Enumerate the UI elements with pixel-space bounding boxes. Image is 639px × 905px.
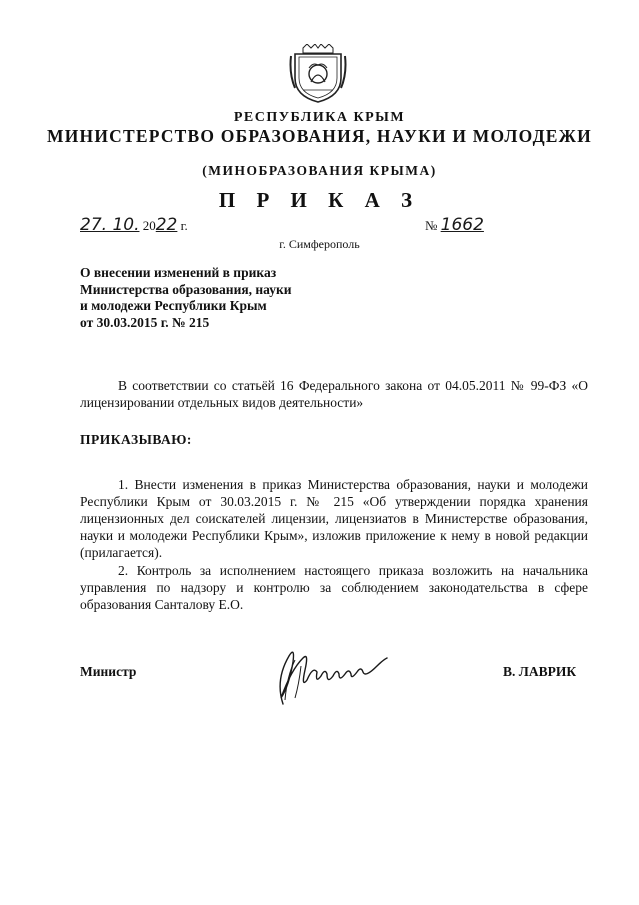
- order-city: г. Симферополь: [279, 237, 360, 251]
- order-date-suffix: г.: [180, 218, 188, 233]
- ministry-short-name: (МИНОБРАЗОВАНИЯ КРЫМА): [202, 163, 437, 178]
- order-number-value: 1662: [440, 215, 484, 235]
- preamble-paragraph: В соответствии со статьёй 16 Федерального закона от 04.05.2011 № 99-ФЗ «О лицензировании отдельных видов деятельности»: [80, 378, 588, 410]
- order-date-year-suffix: 22: [155, 215, 178, 235]
- ministry-title: МИНИСТЕРСТВО ОБРАЗОВАНИЯ, НАУКИ И МОЛОДЕЖИ: [47, 126, 592, 146]
- signatory-position: Министр: [80, 664, 137, 679]
- subject-line: и молодежи Республики Крым: [80, 298, 267, 313]
- order-date: [80, 215, 188, 235]
- subject-line: Министерства образования, науки: [80, 281, 292, 297]
- order-number-label: №: [425, 218, 438, 233]
- signatory-name: В. ЛАВРИК: [503, 664, 577, 679]
- document-type: П Р И К А З: [218, 188, 421, 212]
- subject-line: О внесении изменений в приказ: [80, 265, 277, 280]
- order-number: [425, 215, 484, 235]
- subject-line: от 30.03.2015 г. № 215: [80, 314, 210, 330]
- order-date-year-prefix: 20: [142, 218, 156, 233]
- ordering-heading: ПРИКАЗЫВАЮ:: [80, 432, 192, 447]
- order-item-2: 2. Контроль за исполнением настоящего приказа возложить на начальника управления по надзору и контролю за соблюдением законодательства в сфере образования Санталову Е.О.: [80, 563, 588, 612]
- order-subject: [80, 265, 360, 331]
- republic-title: РЕСПУБЛИКА КРЫМ: [233, 110, 406, 125]
- handwritten-signature: [265, 640, 390, 710]
- order-date-handwritten: 27. 10.: [80, 215, 140, 235]
- order-item-1: 1. Внести изменения в приказ Министерства образования, науки и молодежи Республики Крым от 30.03.2015 г. № 215 «Об утверждении порядка хранения лицензионных дел соискателей лицензии, лицензиатов в Министерстве образования, науки и молодежи Республики Крым», изложив приложение к нему в новой редакции (прилагается).: [80, 477, 588, 560]
- coat-of-arms-icon: [289, 44, 347, 104]
